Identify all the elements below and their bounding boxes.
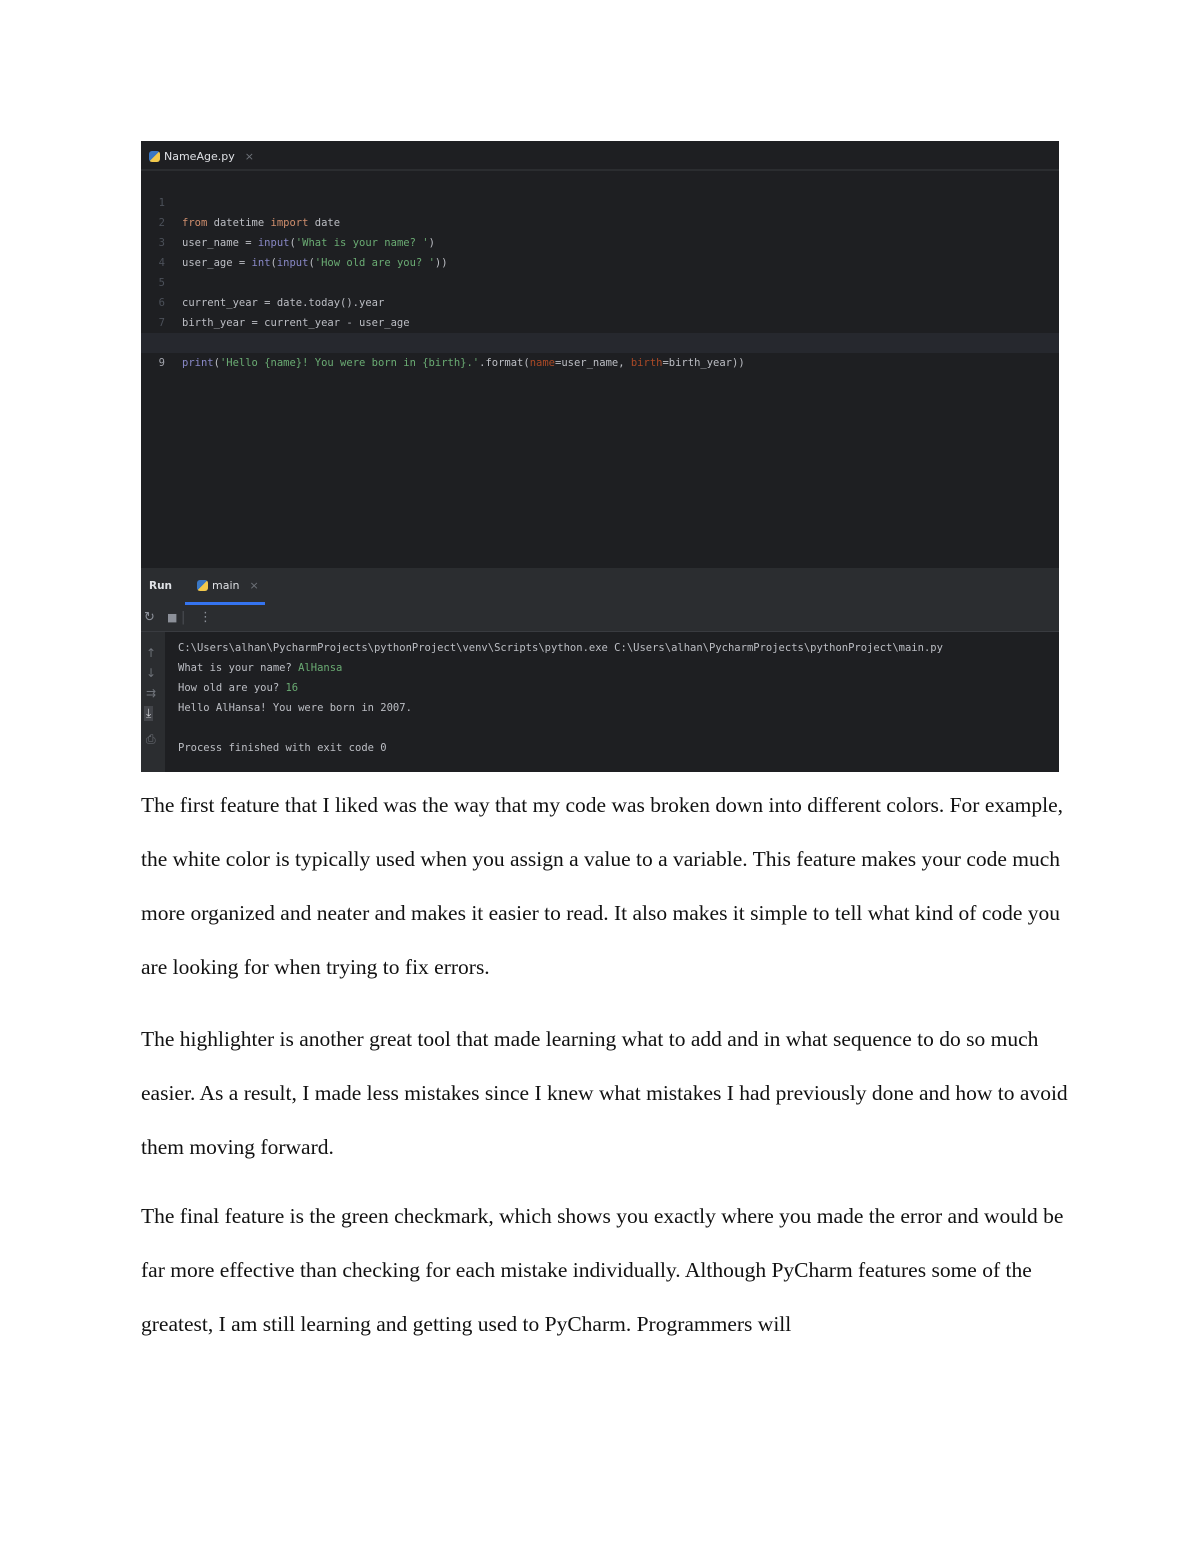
code-token: user_age =	[182, 257, 252, 269]
editor-tab-label: NameAge.py	[164, 149, 235, 163]
soft-wrap-icon[interactable]: ⇉	[146, 686, 157, 700]
console-line	[178, 678, 298, 698]
paragraph-checkmark: The final feature is the green checkmark, which shows you exactly where you made the error and would be far more effective than checking for each mistake individually. Although PyCharm features some of the greatest, I am still learning and getting used to PyCharm. Programmers will	[141, 1204, 1064, 1336]
code-token: (	[308, 257, 315, 269]
editor-tab-bar	[141, 141, 1059, 171]
code-token: datetime	[207, 217, 271, 229]
line-number: 5	[158, 277, 165, 289]
code-token: .format(	[479, 357, 530, 369]
run-tool-window-header	[141, 568, 1059, 606]
code-line	[141, 173, 1059, 229]
console-exit-status: Process finished with exit code 0	[178, 742, 387, 754]
code-token: ))	[434, 257, 448, 269]
code-token: int	[251, 257, 271, 269]
rerun-icon[interactable]: ↻	[144, 610, 155, 625]
code-token: name	[529, 357, 555, 369]
console-input: AlHansa	[298, 662, 343, 674]
line-number: 4	[158, 257, 165, 269]
code-token: (	[289, 237, 296, 249]
run-title: Run	[149, 580, 173, 592]
python-file-icon	[197, 580, 208, 591]
scroll-to-end-icon[interactable]: ⤓	[146, 706, 152, 720]
line-number: 9	[158, 357, 165, 369]
run-toolbar	[141, 605, 1059, 632]
toolbar-separator: |	[181, 610, 186, 625]
console-prompt: How old are you?	[178, 682, 286, 694]
run-tab-main[interactable]	[197, 579, 259, 592]
close-icon[interactable]: ×	[244, 149, 254, 163]
code-line	[141, 253, 1059, 309]
code-token: =birth_year))	[662, 357, 745, 369]
console-prompt: What is your name?	[178, 662, 299, 674]
code-token: current_year = date.today().year	[182, 297, 385, 309]
pycharm-screenshot	[141, 141, 1059, 772]
paragraph-colors: The first feature that I liked was the way that my code was broken down into different colors. For example, the white color is typically used when you assign a value to a variable. This feature makes your code much more organized and neater and makes it easier to read. It also makes it simple to tell what kind of code you are looking for when trying to fix errors.	[141, 793, 1064, 979]
code-token: date	[308, 217, 341, 229]
code-token: user_name =	[182, 237, 258, 249]
line-number: 2	[158, 217, 165, 229]
console-line	[178, 658, 342, 678]
code-token: (	[213, 357, 220, 369]
code-editor[interactable]	[141, 171, 1059, 568]
code-token: 'Hello {name}! You were born in {birth}.'	[219, 357, 480, 369]
console-input: 16	[285, 682, 299, 694]
line-number: 7	[158, 317, 165, 329]
scroll-down-icon[interactable]: ↓	[146, 666, 157, 680]
code-token: birth	[630, 357, 663, 369]
code-line	[141, 313, 1059, 369]
console-command: C:\Users\alhan\PycharmProjects\pythonProject\venv\Scripts\python.exe C:\Users\alhan\PycharmProjects\pythonProject\main.py	[178, 642, 943, 654]
run-tab-label: main	[212, 579, 240, 592]
code-token: print	[182, 357, 214, 369]
print-icon[interactable]: ⎙	[146, 732, 156, 746]
code-token: from	[182, 217, 208, 229]
line-number: 1	[158, 197, 165, 209]
more-options-icon[interactable]: ⋮	[199, 610, 212, 625]
code-token: )	[428, 237, 435, 249]
line-number: 6	[158, 297, 165, 309]
close-icon[interactable]: ×	[249, 579, 259, 592]
console-side-toolbar	[141, 632, 165, 772]
code-token: 'How old are you? '	[314, 257, 435, 269]
code-token: import	[270, 217, 309, 229]
paragraph-highlighter: The highlighter is another great tool that made learning what to add and in what sequence to do so much easier. As a result, I made less mistakes since I knew what mistakes I had previously done and how to avoid them moving forward.	[141, 1027, 1068, 1159]
code-token: input	[257, 237, 290, 249]
code-token: (	[270, 257, 277, 269]
scroll-up-icon[interactable]: ↑	[146, 646, 157, 660]
editor-tab-nameage[interactable]	[149, 147, 254, 165]
run-console[interactable]	[165, 632, 1059, 772]
code-token: input	[276, 257, 309, 269]
code-token: birth_year = current_year - user_age	[182, 317, 410, 329]
code-token: 'What is your name? '	[295, 237, 429, 249]
line-number: 3	[158, 237, 165, 249]
code-token: =user_name,	[555, 357, 631, 369]
stop-icon[interactable]: ■	[167, 611, 178, 624]
console-output: Hello AlHansa! You were born in 2007.	[178, 702, 412, 714]
python-file-icon	[149, 151, 160, 162]
